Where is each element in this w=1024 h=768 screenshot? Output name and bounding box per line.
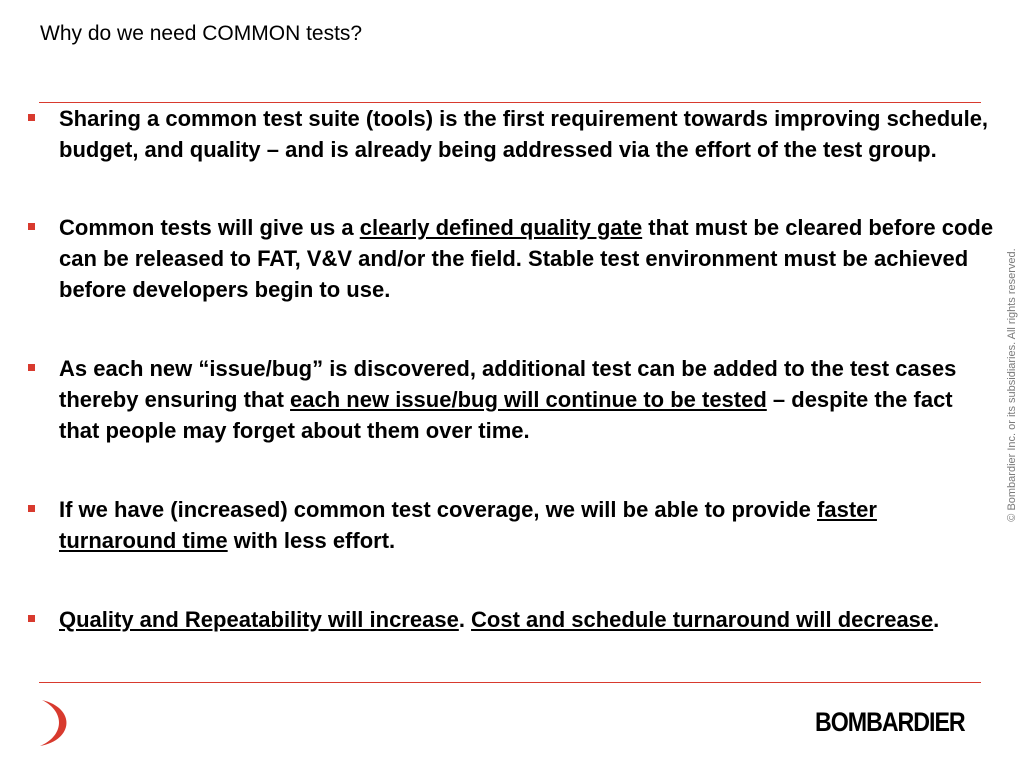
bullet-text: As each new “issue/bug” is discovered, additional test can be added to the test cases thereby ensuring that [59,356,957,412]
bombardier-swoosh-icon [36,698,76,748]
copyright-notice: © Bombardier Inc. or its subsidiaries. All rights reserved. [1006,248,1018,522]
bullet-text: If we have (increased) common test coverage, we will be able to provide [59,497,818,522]
bullet-emphasis: faster turnaround time [59,497,877,553]
bullet-emphasis: clearly defined quality gate [359,215,643,240]
bullet-item-quality-cost [26,604,996,635]
bullet-text: Common tests will give us a [59,215,360,240]
square-bullet-icon [28,505,35,512]
bullet-item-shared-suite [26,103,996,165]
bullet-item-coverage [26,494,996,556]
bullet-emphasis: each new issue/bug will continue to be tested [290,387,767,412]
bullet-emphasis: Cost and schedule turnaround will decrease [471,607,934,632]
square-bullet-icon [28,114,35,121]
bullet-text: . [933,607,940,632]
bullet-item-quality-gate [26,212,996,305]
bullet-emphasis: Quality and Repeatability will increase [59,607,459,632]
slide-title: Why do we need COMMON tests? [40,22,363,45]
square-bullet-icon [28,223,35,230]
bombardier-logo: BOMBARDIER [815,707,965,737]
bullet-text: Sharing a common test suite (tools) is the first requirement towards improving schedule, budget, and quality – and is already being addressed via the effort of the test group. [59,106,989,162]
square-bullet-icon [28,364,35,371]
bottom-divider [39,682,981,683]
square-bullet-icon [28,615,35,622]
bullet-text: that must be cleared before code can be released to FAT, V&V and/or the field. Stable test environment must be achieved before developers begin to use. [59,215,994,302]
bullet-text: . [458,607,472,632]
bullet-text: with less effort. [227,528,396,553]
bullet-item-regression [26,353,996,446]
bullet-text: – despite the fact that people may forget about them over time. [59,387,953,443]
bullet-list [26,103,996,635]
